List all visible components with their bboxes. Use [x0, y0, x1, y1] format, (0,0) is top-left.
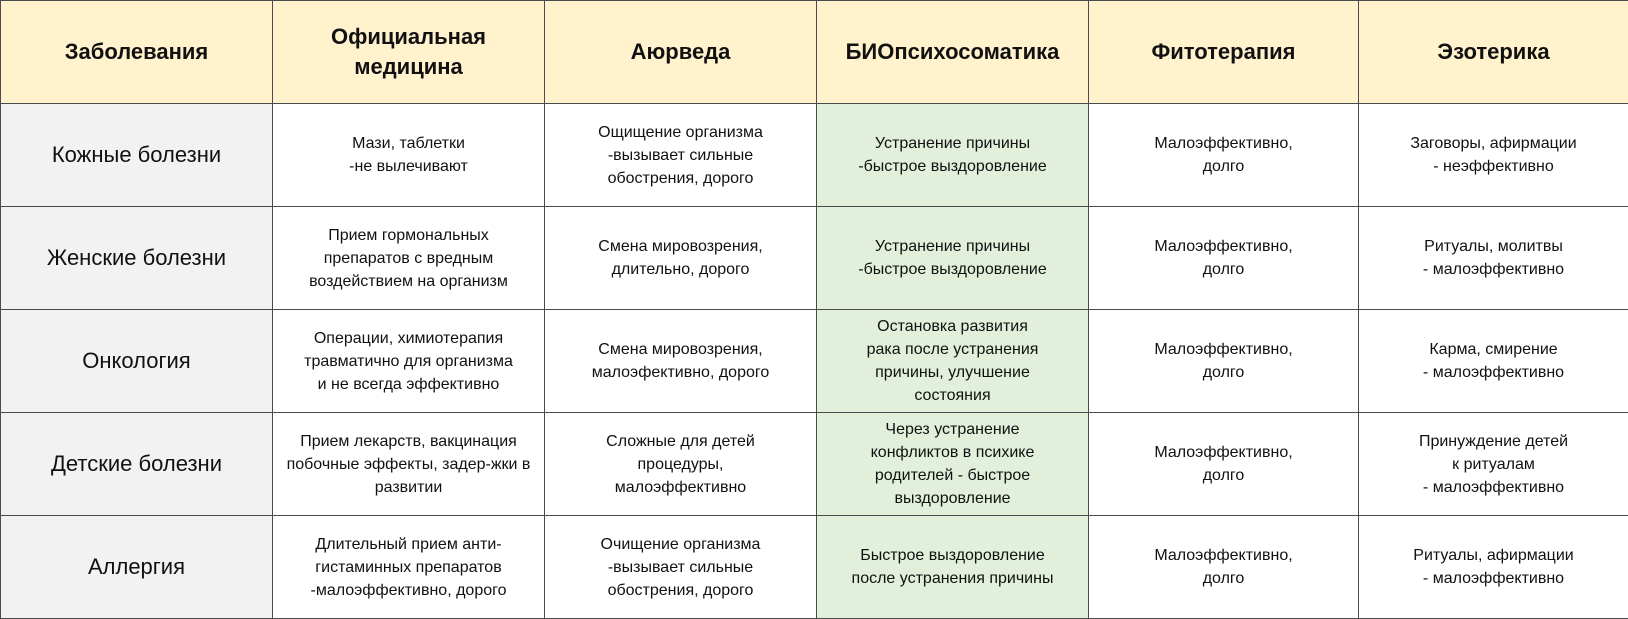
cell-ayurveda: Смена мировозрения, малоэфективно, дорого: [545, 310, 817, 413]
cell-biopsychosomatics: Быстрое выздоровление после устранения причины: [817, 516, 1089, 619]
cell-official-medicine: Прием гормональных препаратов с вредным воздействием на организм: [273, 207, 545, 310]
table-row: [1, 104, 1628, 207]
table-row: [1, 413, 1628, 516]
cell-phytotherapy: Малоэффективно, долго: [1089, 516, 1359, 619]
disease-cell: Аллергия: [1, 516, 273, 619]
cell-esoterics: Заговоры, афирмации - неэффективно: [1359, 104, 1628, 207]
cell-esoterics: Карма, смирение - малоэффективно: [1359, 310, 1628, 413]
cell-ayurveda: Ощищение организма -вызывает сильные обострения, дорого: [545, 104, 817, 207]
cell-biopsychosomatics: Устранение причины -быстрое выздоровление: [817, 104, 1089, 207]
header-cell-biopsychosomatics: БИОпсихосоматика: [817, 1, 1089, 104]
header-row: [1, 1, 1628, 104]
table-row: [1, 207, 1628, 310]
header-cell-diseases: Заболевания: [1, 1, 273, 104]
cell-biopsychosomatics: Через устранение конфликтов в психике родителей - быстрое выздоровление: [817, 413, 1089, 516]
cell-esoterics: Принуждение детей к ритуалам - малоэффективно: [1359, 413, 1628, 516]
cell-official-medicine: Длительный прием анти- гистаминных препаратов -малоэффективно, дорого: [273, 516, 545, 619]
disease-cell: Женские болезни: [1, 207, 273, 310]
cell-phytotherapy: Малоэффективно, долго: [1089, 413, 1359, 516]
cell-official-medicine: Прием лекарств, вакцинация побочные эффекты, задер-жки в развитии: [273, 413, 545, 516]
header-cell-phytotherapy: Фитотерапия: [1089, 1, 1359, 104]
cell-biopsychosomatics: Остановка развития рака после устранения причины, улучшение состояния: [817, 310, 1089, 413]
cell-phytotherapy: Малоэффективно, долго: [1089, 104, 1359, 207]
cell-biopsychosomatics: Устранение причины -быстрое выздоровление: [817, 207, 1089, 310]
table-body: [1, 104, 1628, 619]
table-row: [1, 516, 1628, 619]
header-cell-official-medicine: Официальная медицина: [273, 1, 545, 104]
cell-official-medicine: Мази, таблетки -не вылечивают: [273, 104, 545, 207]
cell-ayurveda: Смена мировозрения, длительно, дорого: [545, 207, 817, 310]
cell-esoterics: Ритуалы, афирмации - малоэффективно: [1359, 516, 1628, 619]
disease-cell: Кожные болезни: [1, 104, 273, 207]
cell-official-medicine: Операции, химиотерапия травматично для организма и не всегда эффективно: [273, 310, 545, 413]
table-header: [1, 1, 1628, 104]
header-cell-ayurveda: Аюрведа: [545, 1, 817, 104]
disease-cell: Детские болезни: [1, 413, 273, 516]
disease-cell: Онкология: [1, 310, 273, 413]
cell-ayurveda: Сложные для детей процедуры, малоэффективно: [545, 413, 817, 516]
cell-phytotherapy: Малоэффективно, долго: [1089, 207, 1359, 310]
cell-esoterics: Ритуалы, молитвы - малоэффективно: [1359, 207, 1628, 310]
cell-phytotherapy: Малоэффективно, долго: [1089, 310, 1359, 413]
table-row: [1, 310, 1628, 413]
cell-ayurveda: Очищение организма -вызывает сильные обострения, дорого: [545, 516, 817, 619]
header-cell-esoterics: Эзотерика: [1359, 1, 1628, 104]
